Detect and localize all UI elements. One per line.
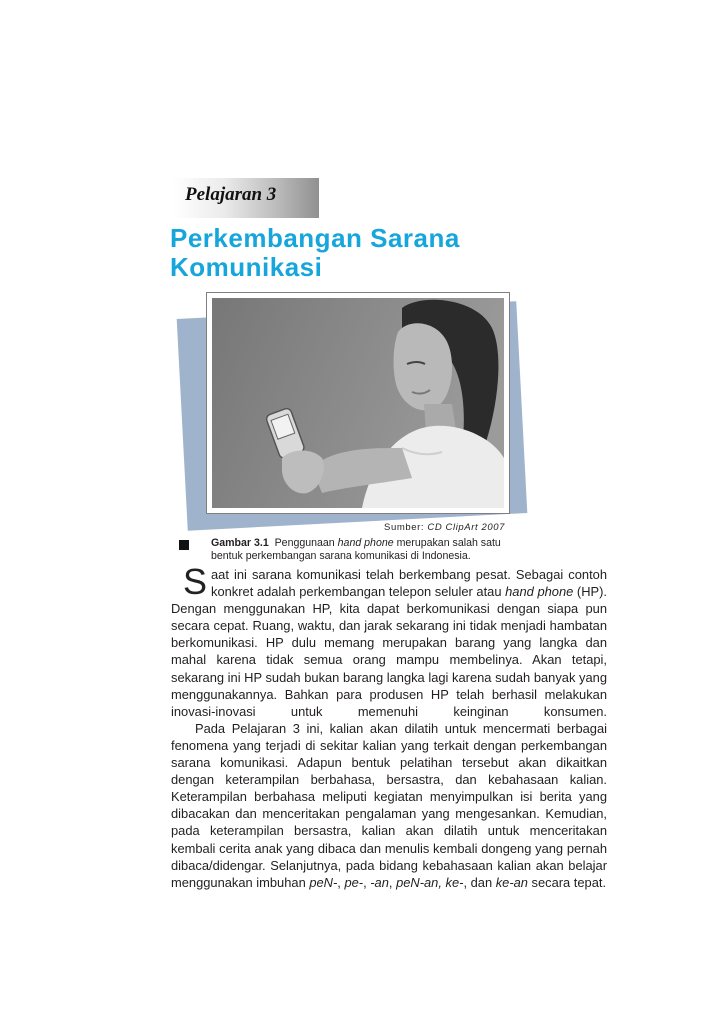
drop-cap: S (183, 561, 208, 602)
affix-pen: peN- (309, 874, 338, 890)
separator: , (363, 874, 371, 890)
photo-credit-prefix: Sumber: (384, 522, 428, 533)
lesson-label: Pelajaran 3 (185, 184, 277, 205)
separator: , (337, 874, 345, 890)
body-text (171, 561, 608, 891)
paragraph-1-part2: (HP). Dengan menggunakan HP, kita dapat berkomunikasi dengan siapa pun secara cepat. Ruang, waktu, dan jarak sekarang ini tidak menjadi hambatan berkomunikasi. HP dulu memang merupakan barang yang langka dan mahal karena tidak semua orang mampu membelinya. Akan tetapi, sekarang ini HP sudah bukan barang langka lagi karena sudah banyak yang menggunakannya. Bahkan para produsen HP telah berhasil melakukan inovasi-inovasi untuk memenuhi keinginan konsumen. (171, 584, 608, 719)
paragraph-2-part1: Pada Pelajaran 3 ini, kalian akan dilatih untuk mencermati berbagai fenomena yang terjadi di sekitar kalian yang terkait dengan perkembangan sarana komunikasi. Adapun bentuk pelatihan tersebut akan dikaitkan dengan keterampilan berbahasa, bersastra, dan kebahasaan kalian. Keterampilan berbahasa meliputi kegiatan menyimpulkan isi berita yang dibacakan dan menceritakan pengalaman yang mengesankan. Kemudian, pada keterampilan bersastra, kalian akan dilatih untuk menceritakan kembali cerita anak yang dibaca dan menulis kembali dongeng yang pernah dibaca/didengar. Selanjutnya, pada bidang kebahasaan kalian akan belajar menggunakan imbuhan (171, 720, 607, 890)
caption-italic: hand phone (337, 537, 394, 549)
affix-pe: pe- (344, 874, 364, 890)
caption-text-2: merupakan salah satu bentuk perkembangan sarana komunikasi di Indonesia. (211, 537, 501, 562)
woman-with-phone-photo (212, 298, 504, 508)
caption-number: Gambar 3.1 (211, 537, 269, 549)
photo-illustration (212, 298, 504, 508)
figure-caption (211, 537, 507, 562)
separator: , dan (463, 874, 496, 890)
photo-frame (206, 292, 510, 514)
caption-bullet (179, 540, 189, 550)
caption-text-1: Penggunaan (274, 537, 338, 549)
chapter-title (170, 224, 590, 282)
photo-credit-source: CD ClipArt 2007 (427, 522, 505, 533)
separator: , (388, 874, 397, 890)
paragraph-1-part1: aat ini sarana komunikasi telah berkembang pesat. Sebagai contoh konkret adalah perkembangan telepon seluler atau (211, 567, 607, 600)
lesson-label-tab (173, 178, 319, 218)
affix-ke-an: ke-an (495, 874, 528, 890)
affix-an: -an (370, 874, 389, 890)
affix-pen-an-ke: peN-an, ke- (396, 874, 464, 890)
paragraph-2 (171, 720, 607, 891)
chapter-title-line1: Perkembangan Sarana (170, 223, 460, 253)
paragraph-2-end: secara tepat. (527, 874, 607, 890)
photo-credit (300, 522, 505, 533)
paragraph-1 (171, 561, 608, 720)
chapter-title-line2: Komunikasi (170, 252, 323, 282)
paragraph-1-italic: hand phone (505, 584, 574, 600)
